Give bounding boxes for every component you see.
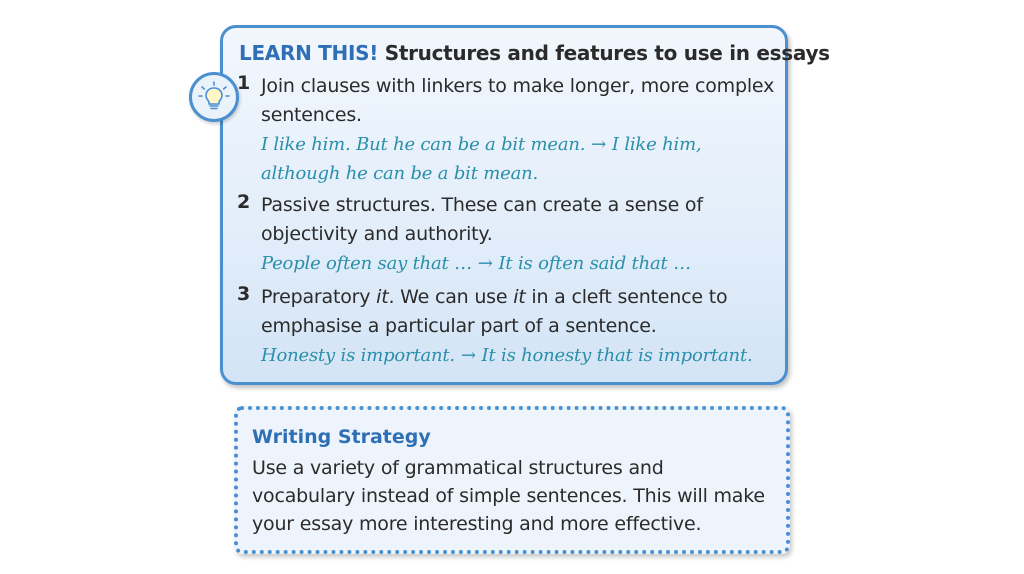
example-after: It is often said that … (498, 253, 691, 274)
learn-this-box (220, 25, 830, 385)
item-number: 3 (237, 283, 251, 305)
learn-this-label: LEARN THIS! (239, 41, 379, 65)
learn-item-2 (237, 191, 777, 278)
example-before: People often say that … (261, 253, 472, 274)
arrow-icon: → (591, 134, 607, 155)
example-after: It is honesty that is important. (481, 345, 753, 366)
lightbulb-tab (189, 72, 239, 122)
item-number: 2 (237, 191, 251, 213)
item-text-part: Preparatory (261, 286, 377, 308)
example-after: I like him, although he can be a bit mean. (261, 134, 702, 184)
writing-strategy-title: Writing Strategy (252, 426, 431, 448)
item-text-part: in a cleft sentence to emphasise a particular part of a sentence. (261, 286, 728, 337)
item-text-emphasis: it (376, 286, 389, 308)
writing-strategy-box (234, 406, 790, 554)
item-text (261, 286, 727, 337)
arrow-icon: → (460, 345, 476, 366)
item-text-part: . We can use (388, 286, 514, 308)
learn-item-3 (237, 283, 777, 370)
item-text-emphasis: it (513, 286, 526, 308)
learn-this-title: Structures and features to use in essays (384, 41, 830, 65)
learn-this-heading (239, 41, 830, 65)
item-text: Join clauses with linkers to make longer, more complex sentences. (261, 75, 775, 126)
lightbulb-icon (197, 80, 231, 114)
item-text: Passive structures. These can create a sense of objectivity and authority. (261, 194, 703, 245)
arrow-icon: → (477, 253, 493, 274)
example-before: I like him. But he can be a bit mean. (261, 134, 586, 155)
writing-strategy-text: Use a variety of grammatical structures and vocabulary instead of simple sentences. This will make your essay more interesting and more effective. (252, 457, 765, 535)
item-number: 1 (237, 72, 251, 94)
example-before: Honesty is important. (261, 345, 455, 366)
learn-item-1 (237, 72, 777, 188)
